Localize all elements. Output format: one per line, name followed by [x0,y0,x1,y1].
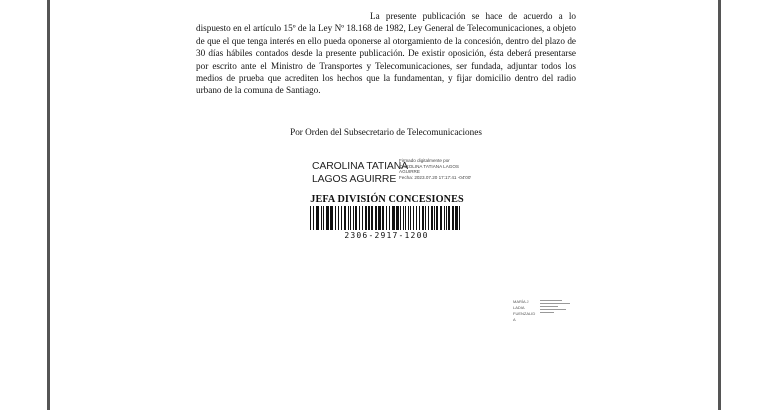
barcode-bar [344,206,346,230]
barcode-bar [326,206,329,230]
barcode-bar [353,206,354,230]
barcode-bar [362,206,363,230]
small-signature-stamp [513,299,573,329]
page-border-left [47,0,50,410]
barcode-bar [389,206,390,230]
barcode-bar [455,206,458,230]
signature-detail [399,158,509,180]
barcode-bar [419,206,420,230]
barcode-bar [436,206,438,230]
barcode-bar [425,206,426,230]
barcode-bar [310,206,311,230]
page-border-right [718,0,721,410]
barcode-bar [448,206,450,230]
barcode-bar [428,206,429,230]
barcode-bar [323,206,324,230]
barcode-bar [410,206,411,230]
barcode-bar [368,206,370,230]
barcode-bar [413,206,414,230]
stamp-name-line3: FUENZALID [513,311,536,316]
signer-name [312,160,408,186]
barcode-bar [355,206,357,230]
barcode-bar [405,206,406,230]
barcode-bar [371,206,373,230]
signature-detail-line4: Fecha: 2023.07.20 17:17:41 -04'00' [399,174,472,180]
barcode-bar [313,206,314,230]
barcode-bar [400,206,401,230]
barcode-bar [335,206,336,230]
barcode-bar [386,206,387,230]
barcode-bar [375,206,377,230]
barcode-bar [365,206,367,230]
barcode-bar [330,206,333,230]
barcode-bar [434,206,435,230]
position-title: JEFA DIVISIÓN CONCESIONES [310,194,464,205]
signer-name-line1: CAROLINA TATIANA [312,161,408,172]
barcode-bar [444,206,445,230]
barcode-bar [403,206,404,230]
order-line: Por Orden del Subsecretario de Telecomunicaciones [290,127,482,137]
barcode [309,206,464,230]
barcode-bar [382,206,384,230]
barcode-bar [416,206,417,230]
barcode-bar [446,206,447,230]
barcode-bar [316,206,319,230]
barcode-bar [452,206,454,230]
barcode-bar [338,206,339,230]
barcode-bar [396,206,399,230]
barcode-bar [378,206,381,230]
barcode-bar [431,206,433,230]
barcode-bar [392,206,395,230]
barcode-bar [321,206,322,230]
barcode-bar [350,206,351,230]
stamp-detail-text [540,299,576,325]
publication-paragraph: La presente publicación se hace de acuerdo a lo dispuesto en el artículo 15º de la Ley Nº 18.168 de 1982, Ley General de Telecomunicaciones, a objeto de que el que tenga interés en ello pueda oponerse al otorgamiento de la concesión, dentro del plazo de 30 días hábiles contados desde la presente publicación. De existir oposición, ésta deberá presentarse por escrito ante el Ministro de Transportes y Telecomunicaciones, ser fundada, adjuntar todos los medios de prueba que acrediten los hechos que la fundamentan, y fijar domicilio dentro del radio urbano de la comuna de Santiago. [196,11,576,96]
barcode-number: 2306-2917-1200 [344,231,429,240]
barcode-bar [348,206,349,230]
digital-signature [312,158,502,188]
barcode-bar [422,206,424,230]
stamp-name-line2: LADIA [513,305,525,310]
barcode-bar [440,206,442,230]
signature-detail-line2: CAROLINA TATIANA LAGOS [399,163,459,169]
signature-detail-line1: Firmado digitalmente por [399,158,450,163]
barcode-bar [359,206,360,230]
stamp-name [513,299,539,323]
stamp-name-line4: A [513,317,516,322]
signer-name-line2: LAGOS AGUIRRE [312,174,397,185]
signature-detail-line3: AGUIRRE [399,169,420,175]
barcode-bar [408,206,409,230]
stamp-name-line1: MARÍA J [513,299,529,304]
barcode-bar [341,206,342,230]
barcode-bar [459,206,460,230]
